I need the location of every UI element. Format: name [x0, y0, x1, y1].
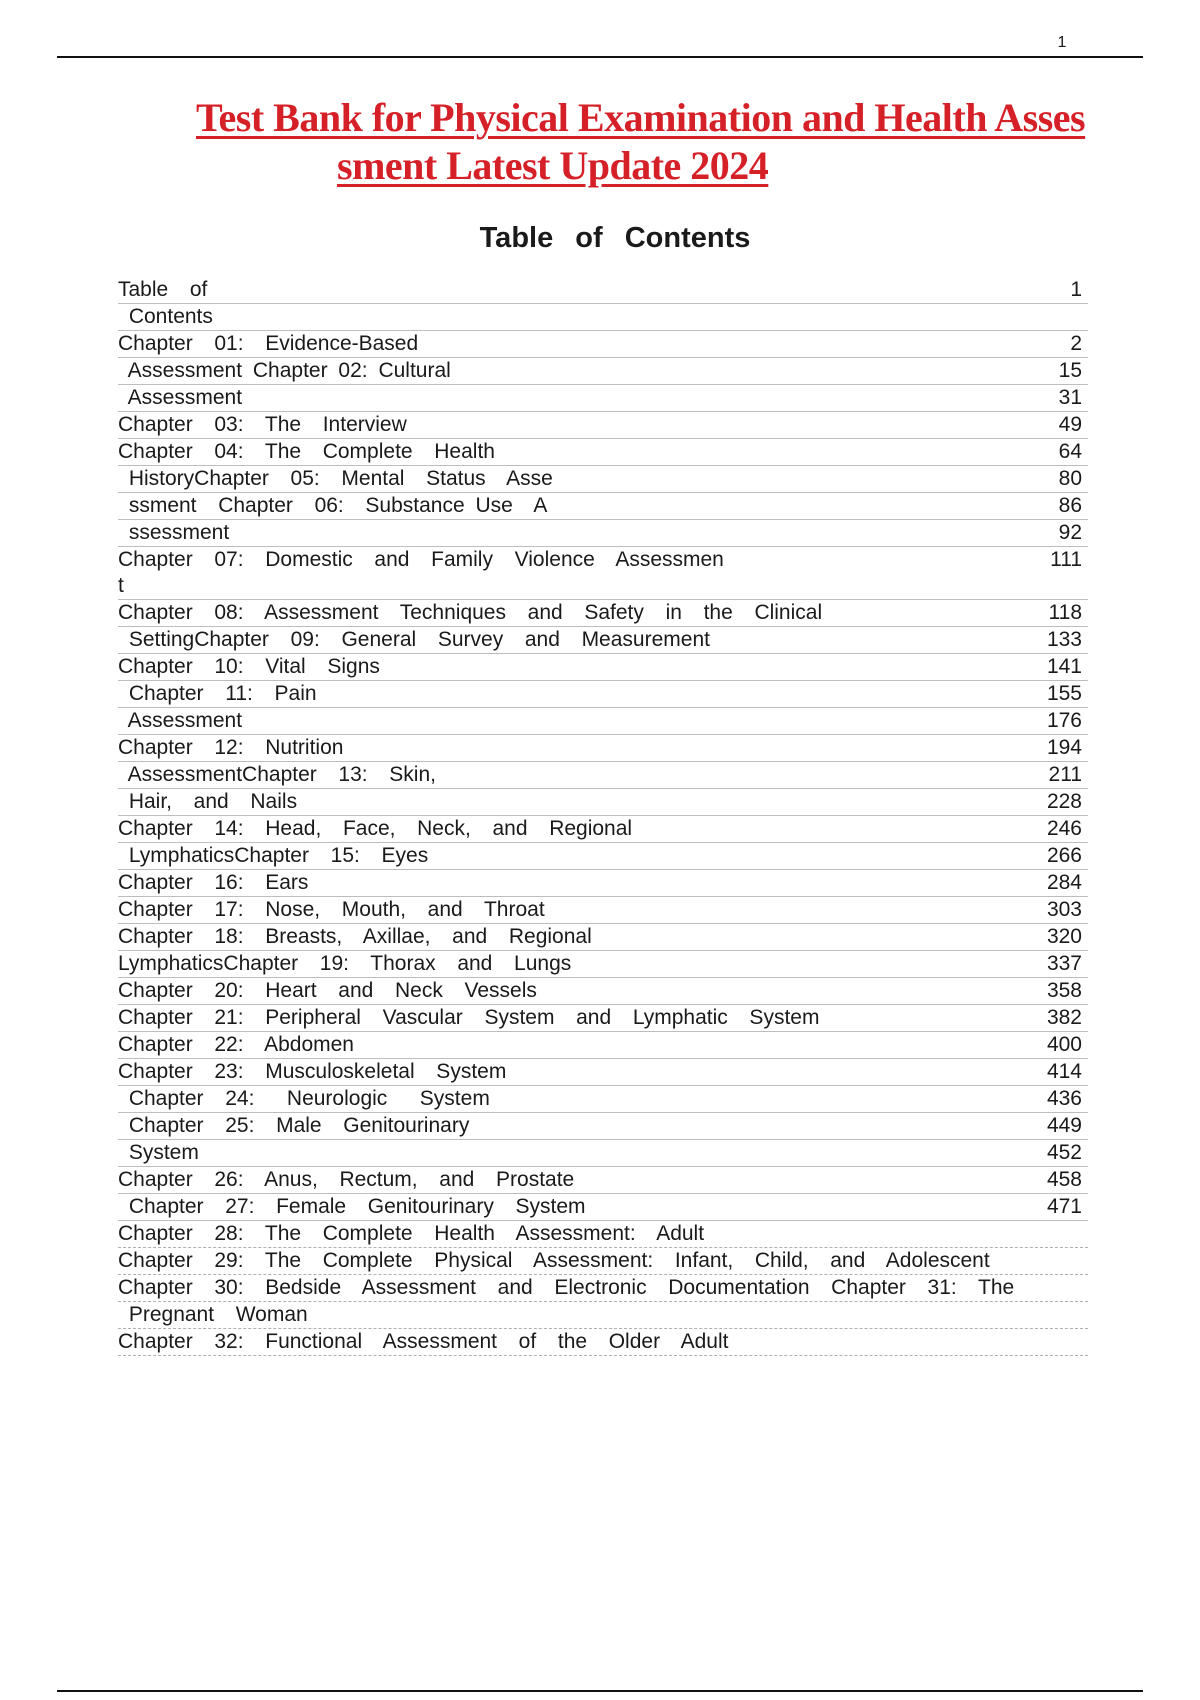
toc-entry-page: 358 [1046, 979, 1082, 1002]
toc-entry-title: Chapter 30: Bedside Assessment and Electronic Documentation Chapter 31: The [118, 1276, 1015, 1299]
toc-entry [118, 493, 1088, 520]
toc-entry-title: Assessment Chapter 02: Cultural [118, 359, 451, 382]
toc-entry [118, 1086, 1088, 1113]
toc-entry-page: 31 [1058, 386, 1082, 409]
toc-entry [118, 1140, 1088, 1167]
toc-entry [118, 600, 1088, 627]
toc-entry-title: Chapter 26: Anus, Rectum, and Prostate [118, 1168, 575, 1191]
toc-entry-title: Chapter 01: Evidence-Based [118, 332, 419, 355]
toc-entry-page: 64 [1058, 440, 1082, 463]
toc-entry [118, 681, 1088, 708]
toc-entry [118, 412, 1088, 439]
toc-entry-title: Table of [118, 278, 208, 301]
toc-entry-title: System [118, 1141, 199, 1164]
toc-entry-title: Chapter 10: Vital Signs [118, 655, 380, 678]
toc-entry-title: Chapter 14: Head, Face, Neck, and Regional [118, 817, 633, 840]
document-title [160, 94, 1120, 190]
toc-entry-page: 155 [1046, 682, 1082, 705]
toc-entry [118, 1275, 1088, 1302]
toc-entry-page: 194 [1046, 736, 1082, 759]
toc-entry-page: 337 [1046, 952, 1082, 975]
toc-entry-page: 320 [1046, 925, 1082, 948]
toc-entry [118, 924, 1088, 951]
toc-entry [118, 1113, 1088, 1140]
toc-entry [118, 654, 1088, 681]
toc-entry-title: Chapter 27: Female Genitourinary System [118, 1195, 586, 1218]
toc-entry-page: 458 [1046, 1168, 1082, 1191]
toc-entry-title: Chapter 07: Domestic and Family Violence Assessmen t [118, 548, 724, 597]
toc-entry-title: HistoryChapter 05: Mental Status Asse [118, 467, 553, 490]
toc-entry-title: Chapter 23: Musculoskeletal System [118, 1060, 507, 1083]
toc-entry-page: 86 [1058, 494, 1082, 517]
toc-entry-title: Chapter 08: Assessment Techniques and Safety in the Clinical [118, 601, 823, 624]
toc-entry [118, 897, 1088, 924]
toc-entry-title: Contents [118, 305, 213, 328]
toc-entry [118, 277, 1088, 304]
toc-entry [118, 978, 1088, 1005]
toc-entry-title: Chapter 17: Nose, Mouth, and Throat [118, 898, 545, 921]
toc-entry-page: 471 [1046, 1195, 1082, 1218]
toc-entry-page: 303 [1046, 898, 1082, 921]
toc-entry [118, 1194, 1088, 1221]
title-line-1: Test Bank for Physical Examination and Health Asses [196, 95, 1086, 140]
toc-entry-title: Chapter 21: Peripheral Vascular System and Lymphatic System [118, 1006, 820, 1029]
toc-entry [118, 1248, 1088, 1275]
toc-entry-page: 449 [1046, 1114, 1082, 1137]
toc-entry-page: 133 [1046, 628, 1082, 651]
table-of-contents [118, 277, 1088, 1356]
toc-entry-page: 436 [1046, 1087, 1082, 1110]
toc-entry-page: 400 [1046, 1033, 1082, 1056]
page-number: 1 [1057, 34, 1067, 51]
toc-entry [118, 789, 1088, 816]
toc-entry-title: Assessment [118, 709, 243, 732]
toc-entry [118, 627, 1088, 654]
title-line-2: sment Latest Update 2024 [337, 143, 769, 188]
toc-entry [118, 331, 1088, 358]
toc-entry-title: Chapter 22: Abdomen [118, 1033, 354, 1056]
toc-entry-title: Chapter 29: The Complete Physical Assessment: Infant, Child, and Adolescent [118, 1249, 990, 1272]
toc-entry [118, 547, 1088, 600]
toc-entry-page: 228 [1046, 790, 1082, 813]
toc-entry-page: 176 [1046, 709, 1082, 732]
toc-entry [118, 520, 1088, 547]
toc-entry-title: Pregnant Woman [118, 1303, 308, 1326]
toc-entry [118, 1167, 1088, 1194]
toc-entry [118, 1302, 1088, 1329]
toc-entry-title: Chapter 04: The Complete Health [118, 440, 495, 463]
toc-entry [118, 358, 1088, 385]
toc-entry-page: 284 [1046, 871, 1082, 894]
toc-entry-title: Chapter 20: Heart and Neck Vessels [118, 979, 537, 1002]
toc-entry [118, 870, 1088, 897]
toc-entry [118, 1329, 1088, 1356]
toc-entry-page: 111 [1050, 548, 1082, 571]
toc-entry [118, 439, 1088, 466]
toc-entry [118, 385, 1088, 412]
header-rule [57, 56, 1143, 58]
toc-entry-page: 266 [1046, 844, 1082, 867]
toc-entry [118, 1005, 1088, 1032]
toc-heading: Table of Contents [479, 222, 751, 254]
toc-entry [118, 735, 1088, 762]
toc-entry-title: Chapter 32: Functional Assessment of the Older Adult [118, 1330, 729, 1353]
toc-entry-title: Chapter 28: The Complete Health Assessment: Adult [118, 1222, 705, 1245]
toc-entry-title: Chapter 11: Pain [118, 682, 317, 705]
toc-entry-title: Chapter 03: The Interview [118, 413, 407, 436]
toc-entry-title: Chapter 16: Ears [118, 871, 309, 894]
toc-entry [118, 304, 1088, 331]
toc-entry-title: LymphaticsChapter 15: Eyes [118, 844, 429, 867]
toc-entry-title: Assessment [118, 386, 243, 409]
toc-entry [118, 1059, 1088, 1086]
toc-entry-page: 452 [1046, 1141, 1082, 1164]
footer-rule [57, 1690, 1143, 1692]
toc-entry-page: 382 [1046, 1006, 1082, 1029]
toc-entry-page: 49 [1058, 413, 1082, 436]
toc-entry [118, 816, 1088, 843]
toc-entry-page: 1 [1070, 278, 1082, 301]
toc-entry-title: Chapter 12: Nutrition [118, 736, 344, 759]
toc-entry-page: 15 [1058, 359, 1082, 382]
toc-entry-page: 246 [1046, 817, 1082, 840]
toc-entry-page: 80 [1058, 467, 1082, 490]
toc-entry [118, 762, 1088, 789]
toc-entry-page: 414 [1046, 1060, 1082, 1083]
toc-entry-page: 211 [1048, 763, 1082, 786]
toc-entry-title: ssment Chapter 06: Substance Use A [118, 494, 548, 517]
toc-entry [118, 951, 1088, 978]
toc-entry-title: Chapter 25: Male Genitourinary [118, 1114, 470, 1137]
toc-entry [118, 466, 1088, 493]
toc-entry-title: Chapter 18: Breasts, Axillae, and Regional [118, 925, 592, 948]
toc-entry [118, 1221, 1088, 1248]
toc-entry-title: SettingChapter 09: General Survey and Measurement [118, 628, 710, 651]
toc-entry-page: 92 [1058, 521, 1082, 544]
toc-entry-page: 141 [1046, 655, 1082, 678]
toc-entry-title: ssessment [118, 521, 230, 544]
toc-entry [118, 708, 1088, 735]
toc-entry [118, 843, 1088, 870]
toc-entry-title: Chapter 24: Neurologic System [118, 1087, 490, 1110]
toc-entry-page: 2 [1070, 332, 1082, 355]
toc-entry [118, 1032, 1088, 1059]
toc-entry-title: AssessmentChapter 13: Skin, [118, 763, 436, 786]
toc-entry-title: LymphaticsChapter 19: Thorax and Lungs [118, 952, 572, 975]
toc-entry-title: Hair, and Nails [118, 790, 298, 813]
toc-entry-page: 118 [1048, 601, 1082, 624]
